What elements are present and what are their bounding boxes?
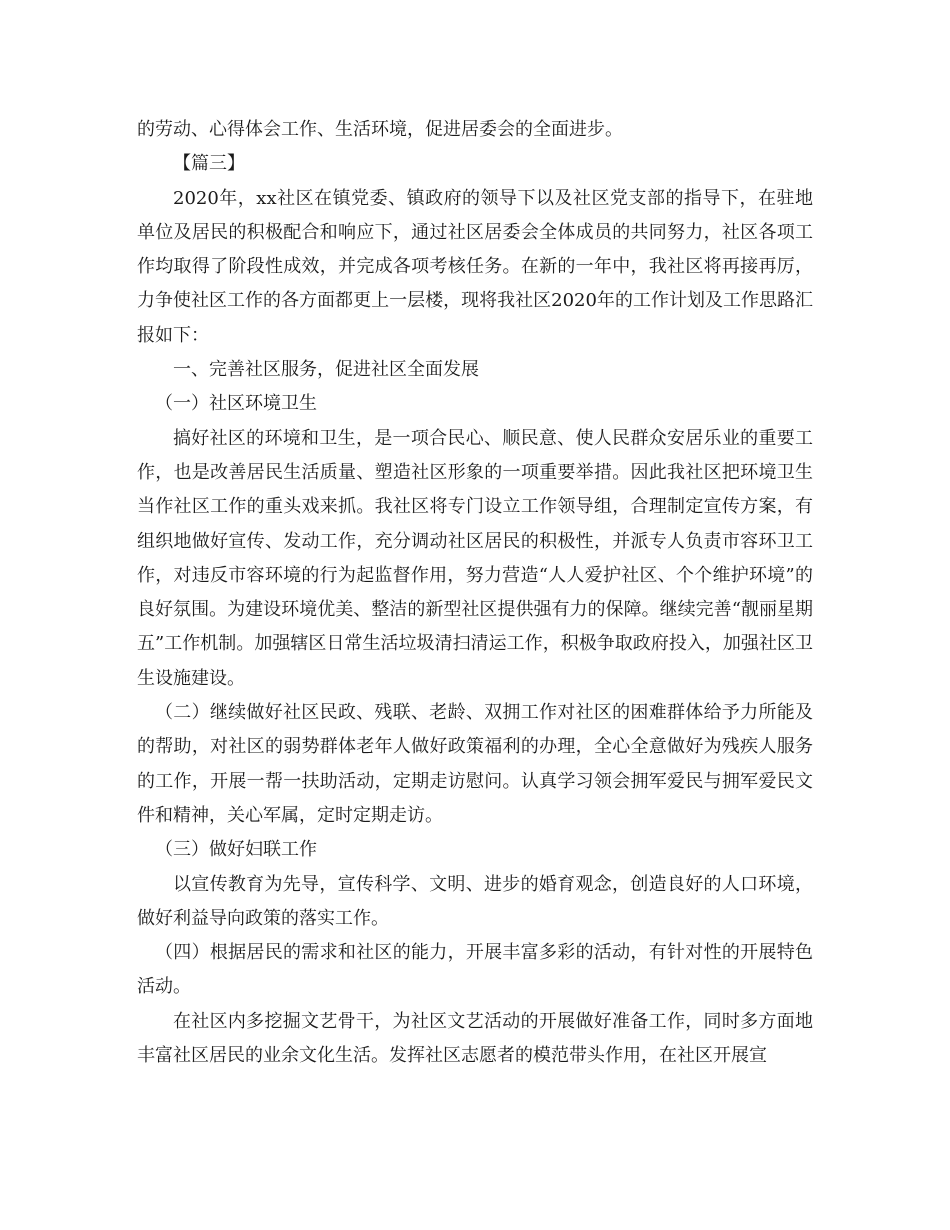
paragraph-continuation: 的劳动、心得体会工作、生活环境，促进居委会的全面进步。 [137,119,623,140]
section-heading-part-three: 【篇三】 [173,153,245,175]
paragraph-womens-federation: 以宣传教育为先导，宣传科学、文明、进步的婚育观念，创造良好的人口环境，做好利益导向政策的落实工作。 [137,873,813,929]
heading-one: 一、完善社区服务，促进社区全面发展 [173,359,479,381]
paragraph-environment: 搞好社区的环境和卫生，是一项合民心、顺民意、使人民群众安居乐业的重要工作，也是改善居民生活质量、塑造社区形象的一项重要举措。因此我社区把环境卫生当作社区工作的重头戏来抓。我社区将专门设立工作领导组，合理制定宣传方案，有组织地做好宣传、发动工作，充分调动社区居民的积极性，并派专人负责市容环卫工作，对违反市容环境的行为起监督作用，努力营造“人人爱护社区、个个维护环境”的良好氛围。为建设环境优美、整洁的新型社区提供强有力的保障。继续完善“靓丽星期五”工作机制。加强辖区日常生活垃圾清扫清运工作，积极争取政府投入，加强社区卫生设施建设。 [137,427,813,689]
subheading-womens-federation: （三）做好妇联工作 [155,839,317,861]
paragraph-activities: （四）根据居民的需求和社区的能力，开展丰富多彩的活动，有针对性的开展特色活动。 [137,942,813,998]
paragraph-culture: 在社区内多挖掘文艺骨干，为社区文艺活动的开展做好准备工作，同时多方面地丰富社区居民的业余文化生活。发挥社区志愿者的模范带头作用，在社区开展宣 [137,1010,813,1067]
paragraph-civil-affairs: （二）继续做好社区民政、残联、老龄、双拥工作对社区的困难群体给予力所能及的帮助，对社区的弱势群体老年人做好政策福利的办理，全心全意做好为残疾人服务的工作，开展一帮一扶助活动，定期走访慰问。认真学习领会拥军爱民与拥军爱民文件和精神，关心军属，定时定期走访。 [137,702,813,826]
paragraph-intro: 2020年，xx社区在镇党委、镇政府的领导下以及社区党支部的指导下，在驻地单位及居民的积极配合和响应下，通过社区居委会全体成员的共同努力，社区各项工作均取得了阶段性成效，并完成各项考核任务。在新的一年中，我社区将再接再厉，力争使社区工作的各方面都更上一层楼，现将我社区2020年的工作计划及工作思路汇报如下： [137,187,813,346]
document-body [137,113,813,1073]
subheading-environment: （一）社区环境卫生 [155,393,317,415]
